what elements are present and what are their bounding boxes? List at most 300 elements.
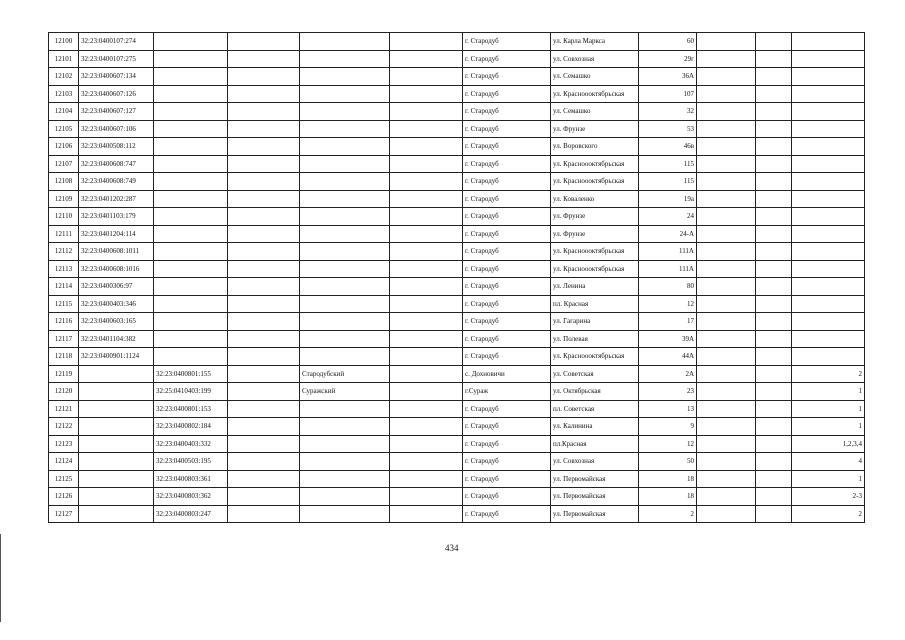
street-cell: ул. Первомайская	[551, 488, 639, 506]
row-number-cell: 12100	[49, 33, 79, 51]
col-10-cell	[697, 103, 756, 121]
parcel-cadastral-number-cell	[154, 278, 228, 296]
table-row	[49, 173, 865, 191]
col-11-cell	[756, 418, 792, 436]
col-11-cell	[756, 278, 792, 296]
col-4-cell	[228, 243, 300, 261]
district-cell	[300, 505, 390, 523]
col-11-cell	[756, 50, 792, 68]
table-row	[49, 68, 865, 86]
row-number-cell: 12103	[49, 85, 79, 103]
col-4-cell	[228, 383, 300, 401]
col-6-cell	[390, 155, 463, 173]
col-10-cell	[697, 330, 756, 348]
col-11-cell	[756, 488, 792, 506]
district-cell	[300, 418, 390, 436]
district-cell	[300, 470, 390, 488]
street-cell: ул. Первомайская	[551, 505, 639, 523]
house-number-cell: 2А	[639, 365, 697, 383]
parcel-cadastral-number-cell	[154, 330, 228, 348]
parcel-cadastral-number-cell: 32:23:0400403:332	[154, 435, 228, 453]
col-11-cell	[756, 225, 792, 243]
settlement-cell: г. Стародуб	[463, 400, 551, 418]
parcel-cadastral-number-cell	[154, 103, 228, 121]
settlement-cell: г. Стародуб	[463, 505, 551, 523]
table-row	[49, 435, 865, 453]
parcel-cadastral-number-cell	[154, 313, 228, 331]
col-6-cell	[390, 208, 463, 226]
apartment-cell: 1	[792, 418, 865, 436]
col-10-cell	[697, 138, 756, 156]
parcel-cadastral-number-cell: 32:23:0400503:195	[154, 453, 228, 471]
house-number-cell: 111А	[639, 243, 697, 261]
col-10-cell	[697, 295, 756, 313]
col-4-cell	[228, 295, 300, 313]
parcel-cadastral-number-cell	[154, 190, 228, 208]
house-number-cell: 39А	[639, 330, 697, 348]
col-6-cell	[390, 68, 463, 86]
col-10-cell	[697, 120, 756, 138]
col-4-cell	[228, 400, 300, 418]
settlement-cell: г. Стародуб	[463, 278, 551, 296]
district-cell	[300, 208, 390, 226]
parcel-cadastral-number-cell: 32:23:0400803:247	[154, 505, 228, 523]
house-number-cell: 24	[639, 208, 697, 226]
col-6-cell	[390, 103, 463, 121]
col-10-cell	[697, 313, 756, 331]
house-number-cell: 46в	[639, 138, 697, 156]
col-10-cell	[697, 435, 756, 453]
col-4-cell	[228, 120, 300, 138]
house-number-cell: 18	[639, 470, 697, 488]
col-6-cell	[390, 138, 463, 156]
col-6-cell	[390, 295, 463, 313]
col-4-cell	[228, 505, 300, 523]
col-6-cell	[390, 470, 463, 488]
col-6-cell	[390, 418, 463, 436]
settlement-cell: г. Стародуб	[463, 68, 551, 86]
col-4-cell	[228, 138, 300, 156]
col-4-cell	[228, 208, 300, 226]
street-cell: ул. Красноооктябрьская	[551, 155, 639, 173]
settlement-cell: г. Стародуб	[463, 225, 551, 243]
house-number-cell: 80	[639, 278, 697, 296]
district-cell	[300, 138, 390, 156]
row-number-cell: 12110	[49, 208, 79, 226]
col-10-cell	[697, 400, 756, 418]
house-number-cell: 12	[639, 435, 697, 453]
apartment-cell	[792, 225, 865, 243]
house-number-cell: 2	[639, 505, 697, 523]
district-cell	[300, 120, 390, 138]
col-10-cell	[697, 225, 756, 243]
district-cell	[300, 85, 390, 103]
row-number-cell: 12127	[49, 505, 79, 523]
settlement-cell: г. Стародуб	[463, 313, 551, 331]
cadastral-number-cell: 32:23:0400607:106	[79, 120, 154, 138]
col-6-cell	[390, 190, 463, 208]
apartment-cell: 4	[792, 453, 865, 471]
table-row	[49, 225, 865, 243]
col-10-cell	[697, 488, 756, 506]
cadastral-number-cell: 32:23:0400603:165	[79, 313, 154, 331]
col-11-cell	[756, 85, 792, 103]
table-row	[49, 208, 865, 226]
col-11-cell	[756, 33, 792, 51]
settlement-cell: г. Стародуб	[463, 103, 551, 121]
settlement-cell: г. Стародуб	[463, 330, 551, 348]
row-number-cell: 12102	[49, 68, 79, 86]
col-4-cell	[228, 260, 300, 278]
col-4-cell	[228, 190, 300, 208]
row-number-cell: 12111	[49, 225, 79, 243]
col-4-cell	[228, 173, 300, 191]
apartment-cell: 2	[792, 505, 865, 523]
district-cell	[300, 173, 390, 191]
col-10-cell	[697, 243, 756, 261]
street-cell: пл. Красная	[551, 295, 639, 313]
district-cell	[300, 68, 390, 86]
settlement-cell: г. Стародуб	[463, 155, 551, 173]
house-number-cell: 36А	[639, 68, 697, 86]
col-4-cell	[228, 33, 300, 51]
col-4-cell	[228, 365, 300, 383]
district-cell	[300, 348, 390, 366]
table-row	[49, 470, 865, 488]
col-6-cell	[390, 400, 463, 418]
street-cell: пл. Советская	[551, 400, 639, 418]
col-11-cell	[756, 173, 792, 191]
col-4-cell	[228, 330, 300, 348]
street-cell: ул. Фрунзе	[551, 208, 639, 226]
row-number-cell: 12109	[49, 190, 79, 208]
parcel-cadastral-number-cell	[154, 68, 228, 86]
apartment-cell	[792, 348, 865, 366]
table-row	[49, 103, 865, 121]
parcel-cadastral-number-cell	[154, 50, 228, 68]
table-row	[49, 120, 865, 138]
col-10-cell	[697, 278, 756, 296]
col-10-cell	[697, 155, 756, 173]
street-cell: ул. Красноооктябрьская	[551, 85, 639, 103]
row-number-cell: 12124	[49, 453, 79, 471]
col-10-cell	[697, 85, 756, 103]
row-number-cell: 12112	[49, 243, 79, 261]
col-6-cell	[390, 488, 463, 506]
parcel-cadastral-number-cell: 32:23:0400803:361	[154, 470, 228, 488]
row-number-cell: 12104	[49, 103, 79, 121]
street-cell: ул. Красноооктябрьская	[551, 348, 639, 366]
settlement-cell: г. Стародуб	[463, 173, 551, 191]
col-6-cell	[390, 313, 463, 331]
col-4-cell	[228, 68, 300, 86]
col-4-cell	[228, 313, 300, 331]
house-number-cell: 107	[639, 85, 697, 103]
col-11-cell	[756, 400, 792, 418]
district-cell	[300, 103, 390, 121]
col-11-cell	[756, 243, 792, 261]
col-10-cell	[697, 365, 756, 383]
cadastral-number-cell	[79, 488, 154, 506]
table-row	[49, 295, 865, 313]
district-cell	[300, 313, 390, 331]
col-11-cell	[756, 330, 792, 348]
cadastral-number-cell	[79, 435, 154, 453]
district-cell	[300, 50, 390, 68]
street-cell: ул. Калинина	[551, 418, 639, 436]
col-6-cell	[390, 225, 463, 243]
cadastral-number-cell: 32:23:0400901:1124	[79, 348, 154, 366]
apartment-cell	[792, 68, 865, 86]
cadastral-number-cell: 32:23:0401104:382	[79, 330, 154, 348]
col-11-cell	[756, 470, 792, 488]
cadastral-number-cell	[79, 470, 154, 488]
parcel-cadastral-number-cell	[154, 138, 228, 156]
table-row	[49, 243, 865, 261]
apartment-cell	[792, 85, 865, 103]
cadastral-number-cell: 32:23:0401103:179	[79, 208, 154, 226]
row-number-cell: 12115	[49, 295, 79, 313]
col-11-cell	[756, 435, 792, 453]
row-number-cell: 12126	[49, 488, 79, 506]
col-6-cell	[390, 365, 463, 383]
district-cell: Стародубский	[300, 365, 390, 383]
district-cell	[300, 33, 390, 51]
row-number-cell: 12106	[49, 138, 79, 156]
cadastral-number-cell: 32:23:0400508:112	[79, 138, 154, 156]
apartment-cell	[792, 103, 865, 121]
cadastral-number-cell	[79, 505, 154, 523]
district-cell: Суражский	[300, 383, 390, 401]
table-row	[49, 330, 865, 348]
cadastral-number-cell: 32:23:0400608:1016	[79, 260, 154, 278]
col-6-cell	[390, 435, 463, 453]
col-6-cell	[390, 505, 463, 523]
apartment-cell	[792, 208, 865, 226]
col-10-cell	[697, 453, 756, 471]
cadastral-number-cell	[79, 453, 154, 471]
table-row	[49, 383, 865, 401]
table-body	[49, 33, 865, 523]
col-11-cell	[756, 313, 792, 331]
col-4-cell	[228, 50, 300, 68]
street-cell: ул. Семашко	[551, 68, 639, 86]
street-cell: ул. Советская	[551, 365, 639, 383]
house-number-cell: 18	[639, 488, 697, 506]
apartment-cell	[792, 155, 865, 173]
parcel-cadastral-number-cell	[154, 33, 228, 51]
row-number-cell: 12125	[49, 470, 79, 488]
col-10-cell	[697, 383, 756, 401]
col-6-cell	[390, 173, 463, 191]
parcel-cadastral-number-cell	[154, 295, 228, 313]
street-cell: ул. Красноооктябрьская	[551, 260, 639, 278]
apartment-cell	[792, 190, 865, 208]
col-4-cell	[228, 488, 300, 506]
col-11-cell	[756, 155, 792, 173]
row-number-cell: 12108	[49, 173, 79, 191]
house-number-cell: 19а	[639, 190, 697, 208]
house-number-cell: 23	[639, 383, 697, 401]
settlement-cell: г.Сураж	[463, 383, 551, 401]
table-row	[49, 505, 865, 523]
col-6-cell	[390, 383, 463, 401]
settlement-cell: г. Стародуб	[463, 453, 551, 471]
district-cell	[300, 330, 390, 348]
col-4-cell	[228, 435, 300, 453]
settlement-cell: г. Стародуб	[463, 85, 551, 103]
table-row	[49, 278, 865, 296]
cadastral-number-cell	[79, 400, 154, 418]
settlement-cell: с. Дохновичи	[463, 365, 551, 383]
settlement-cell: г. Стародуб	[463, 348, 551, 366]
settlement-cell: г. Стародуб	[463, 470, 551, 488]
cadastral-number-cell	[79, 383, 154, 401]
settlement-cell: г. Стародуб	[463, 190, 551, 208]
col-6-cell	[390, 330, 463, 348]
table-row	[49, 85, 865, 103]
house-number-cell: 29г	[639, 50, 697, 68]
cadastral-number-cell: 32:23:0400107:274	[79, 33, 154, 51]
parcel-cadastral-number-cell: 32:23:0400803:362	[154, 488, 228, 506]
street-cell: ул. Семашко	[551, 103, 639, 121]
table-row	[49, 418, 865, 436]
col-11-cell	[756, 68, 792, 86]
house-number-cell: 53	[639, 120, 697, 138]
col-11-cell	[756, 453, 792, 471]
table-row	[49, 400, 865, 418]
settlement-cell: г. Стародуб	[463, 50, 551, 68]
parcel-cadastral-number-cell: 32:23:0400802:184	[154, 418, 228, 436]
col-4-cell	[228, 155, 300, 173]
cadastral-number-cell: 32:23:0400608:1011	[79, 243, 154, 261]
apartment-cell: 1,2,3,4	[792, 435, 865, 453]
parcel-cadastral-number-cell	[154, 208, 228, 226]
row-number-cell: 12122	[49, 418, 79, 436]
parcel-cadastral-number-cell	[154, 348, 228, 366]
col-11-cell	[756, 295, 792, 313]
street-cell: ул. Фрунзе	[551, 120, 639, 138]
col-11-cell	[756, 260, 792, 278]
street-cell: ул. Гагарина	[551, 313, 639, 331]
house-number-cell: 32	[639, 103, 697, 121]
row-number-cell: 12116	[49, 313, 79, 331]
cadastral-number-cell: 32:23:0401202:287	[79, 190, 154, 208]
street-cell: ул. Полевая	[551, 330, 639, 348]
parcel-cadastral-number-cell	[154, 260, 228, 278]
parcel-cadastral-number-cell	[154, 85, 228, 103]
district-cell	[300, 190, 390, 208]
col-10-cell	[697, 50, 756, 68]
district-cell	[300, 295, 390, 313]
col-11-cell	[756, 120, 792, 138]
col-6-cell	[390, 278, 463, 296]
apartment-cell: 1	[792, 400, 865, 418]
apartment-cell	[792, 278, 865, 296]
apartment-cell	[792, 138, 865, 156]
street-cell: пл.Красная	[551, 435, 639, 453]
cadastral-number-cell: 32:23:0401204:114	[79, 225, 154, 243]
street-cell: ул. Совхозная	[551, 50, 639, 68]
settlement-cell: г. Стародуб	[463, 33, 551, 51]
apartment-cell	[792, 50, 865, 68]
settlement-cell: г. Стародуб	[463, 120, 551, 138]
col-4-cell	[228, 453, 300, 471]
house-number-cell: 44А	[639, 348, 697, 366]
parcel-cadastral-number-cell	[154, 120, 228, 138]
house-number-cell: 60	[639, 33, 697, 51]
settlement-cell: г. Стародуб	[463, 208, 551, 226]
row-number-cell: 12119	[49, 365, 79, 383]
apartment-cell: 2-3	[792, 488, 865, 506]
col-4-cell	[228, 470, 300, 488]
district-cell	[300, 155, 390, 173]
street-cell: ул. Фрунзе	[551, 225, 639, 243]
house-number-cell: 111А	[639, 260, 697, 278]
col-6-cell	[390, 33, 463, 51]
apartment-cell	[792, 330, 865, 348]
house-number-cell: 50	[639, 453, 697, 471]
apartment-cell	[792, 260, 865, 278]
settlement-cell: г. Стародуб	[463, 418, 551, 436]
cadastral-number-cell: 32:23:0400107:275	[79, 50, 154, 68]
row-number-cell: 12101	[49, 50, 79, 68]
col-4-cell	[228, 103, 300, 121]
cadastral-number-cell	[79, 418, 154, 436]
col-11-cell	[756, 383, 792, 401]
street-cell: ул. Совхозная	[551, 453, 639, 471]
district-cell	[300, 435, 390, 453]
scan-edge-mark	[0, 534, 1, 622]
col-10-cell	[697, 190, 756, 208]
street-cell: ул. Красноооктябрьская	[551, 173, 639, 191]
col-11-cell	[756, 348, 792, 366]
cadastral-number-cell: 32:23:0400403:346	[79, 295, 154, 313]
table-row	[49, 365, 865, 383]
col-10-cell	[697, 418, 756, 436]
col-11-cell	[756, 365, 792, 383]
table-row	[49, 313, 865, 331]
col-6-cell	[390, 453, 463, 471]
row-number-cell: 12117	[49, 330, 79, 348]
col-4-cell	[228, 225, 300, 243]
col-10-cell	[697, 260, 756, 278]
row-number-cell: 12123	[49, 435, 79, 453]
table-row	[49, 138, 865, 156]
cadastral-number-cell: 32:23:0400608:749	[79, 173, 154, 191]
street-cell: ул. Октябрьская	[551, 383, 639, 401]
property-register-table	[48, 32, 865, 523]
district-cell	[300, 243, 390, 261]
row-number-cell: 12107	[49, 155, 79, 173]
house-number-cell: 9	[639, 418, 697, 436]
col-4-cell	[228, 348, 300, 366]
district-cell	[300, 488, 390, 506]
apartment-cell: 1	[792, 383, 865, 401]
col-6-cell	[390, 260, 463, 278]
street-cell: ул. Воровского	[551, 138, 639, 156]
parcel-cadastral-number-cell	[154, 243, 228, 261]
col-6-cell	[390, 85, 463, 103]
settlement-cell: г. Стародуб	[463, 138, 551, 156]
row-number-cell: 12120	[49, 383, 79, 401]
row-number-cell: 12121	[49, 400, 79, 418]
cadastral-number-cell: 32:23:0400607:134	[79, 68, 154, 86]
parcel-cadastral-number-cell: 32:25:0410403:199	[154, 383, 228, 401]
house-number-cell: 17	[639, 313, 697, 331]
street-cell: ул. Ленина	[551, 278, 639, 296]
district-cell	[300, 225, 390, 243]
